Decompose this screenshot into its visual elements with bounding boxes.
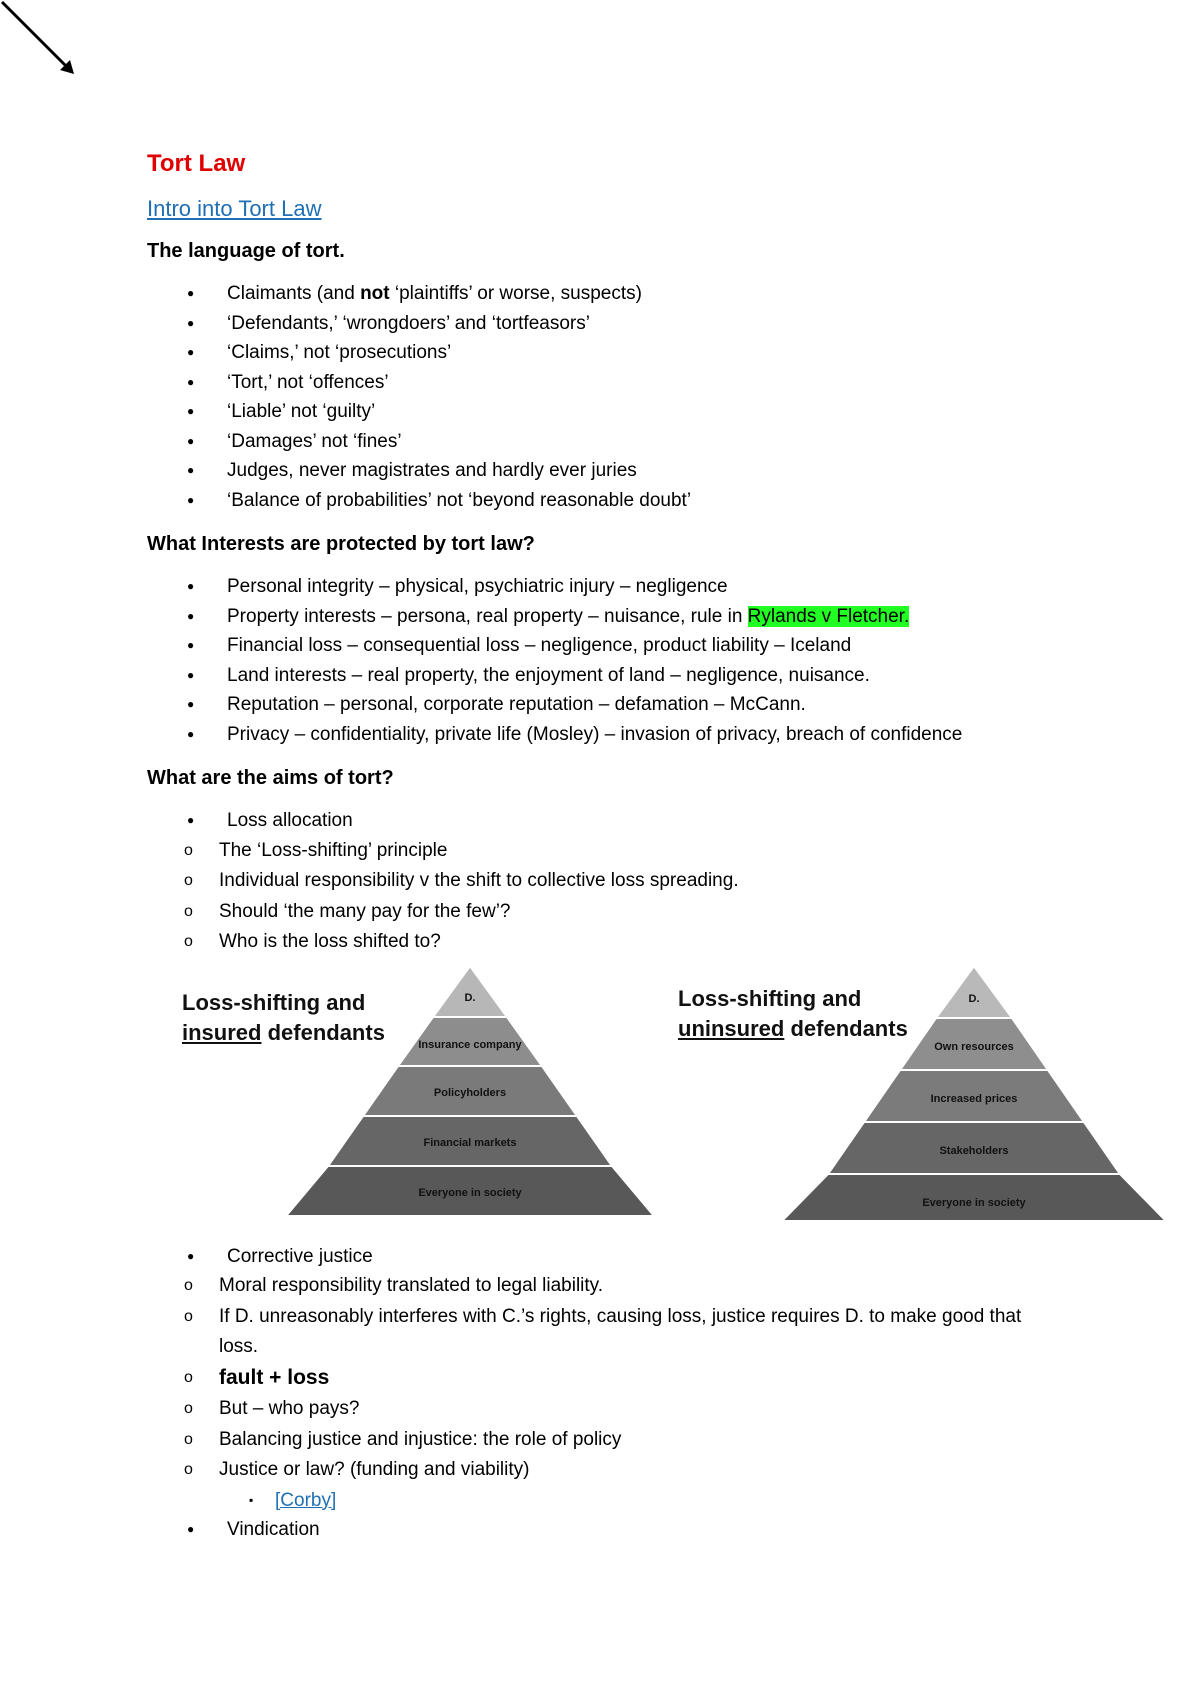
pyramid-label: Financial markets xyxy=(423,1136,517,1149)
pyramid-label: Increased prices xyxy=(930,1092,1018,1105)
arrow-icon xyxy=(0,0,90,90)
document-body xyxy=(147,150,1097,1563)
list-item: ● ‘Claims,’ not ‘prosecutions’ xyxy=(147,338,1097,368)
pyramid-label: Everyone in society xyxy=(418,1186,522,1199)
intro-link[interactable]: Intro into Tort Law xyxy=(147,196,322,221)
corby-sublist xyxy=(219,1486,1097,1516)
pyramid-label: Own resources xyxy=(934,1040,1014,1053)
pyramid-label: Policyholders xyxy=(433,1086,507,1099)
sublist-item: o If D. unreasonably interferes with C.’s rights, causing loss, justice requires D. to make good that loss. xyxy=(147,1302,1097,1363)
sublist-item: o fault + loss xyxy=(147,1363,1097,1395)
list-item: ● Corrective justice o Moral responsibility translated to legal liability. o If D. unreasonably interferes with C.’s rights, causing loss, justice requires D. to make good that loss. o fault + loss o But – who pays? o Balancing justice and injustice: the role of policy o Justice or law? (funding and viability) ▪ [Corby] xyxy=(147,1242,1097,1516)
uninsured-pyramid xyxy=(776,966,1172,1221)
heading-interests: What Interests are protected by tort law? xyxy=(147,533,535,555)
list-item: ● Privacy – confidentiality, private life (Mosley) – invasion of privacy, breach of confidence xyxy=(147,720,1097,750)
pyramid-label: Insurance company xyxy=(418,1038,522,1051)
corby-link[interactable]: [Corby] xyxy=(275,1489,337,1511)
pyramid-label: D. xyxy=(464,991,476,1004)
highlighted-case: Rylands v Fletcher. xyxy=(747,605,910,627)
language-list xyxy=(147,279,1097,515)
pyramid-label: D. xyxy=(968,992,980,1005)
list-item: ● Reputation – personal, corporate reputation – defamation – McCann. xyxy=(147,690,1097,720)
insured-pyramid-title: Loss-shifting and insured defendants xyxy=(182,989,385,1045)
pyramid-label: Stakeholders xyxy=(939,1144,1009,1157)
sublist-item: o Who is the loss shifted to? xyxy=(147,927,1097,958)
sublist-item: o Justice or law? (funding and viability) ▪ [Corby] xyxy=(147,1455,1097,1515)
sublist-item: o The ‘Loss-shifting’ principle xyxy=(147,836,1097,867)
aims-list xyxy=(147,806,1097,958)
loss-allocation-sublist xyxy=(147,836,1097,958)
corby-item xyxy=(219,1486,1097,1516)
list-item: ● Personal integrity – physical, psychiatric injury – negligence xyxy=(147,572,1097,602)
insured-pyramid xyxy=(280,966,660,1216)
list-item: ● ‘Liable’ not ‘guilty’ xyxy=(147,397,1097,427)
list-item: ● Claimants (and not ‘plaintiffs’ or worse, suspects) xyxy=(147,279,1097,309)
pyramid-label: Everyone in society xyxy=(922,1196,1026,1209)
list-item: ● Judges, never magistrates and hardly ever juries xyxy=(147,456,1097,486)
list-item: ● Vindication xyxy=(147,1515,1097,1545)
list-item: ● Land interests – real property, the enjoyment of land – negligence, nuisance. xyxy=(147,661,1097,691)
uninsured-pyramid-title: Loss-shifting and uninsured defendants xyxy=(678,985,908,1041)
heading-aims: What are the aims of tort? xyxy=(147,767,394,789)
heading-language: The language of tort. xyxy=(147,240,345,262)
sublist-item: o Should ‘the many pay for the few’? xyxy=(147,897,1097,928)
pyramid-figures xyxy=(0,966,1200,1238)
list-item: ● Property interests – persona, real property – nuisance, rule in Rylands v Fletcher. xyxy=(147,602,1097,632)
list-item: ● ‘Tort,’ not ‘offences’ xyxy=(147,368,1097,398)
list-item: ● ‘Balance of probabilities’ not ‘beyond reasonable doubt’ xyxy=(147,486,1097,516)
sublist-item: o Moral responsibility translated to legal liability. xyxy=(147,1271,1097,1302)
list-item: ● Loss allocation o The ‘Loss-shifting’ principle o Individual responsibility v the shift to collective loss spreading. o Should ‘the many pay for the few’? o Who is the loss shifted to? xyxy=(147,806,1097,958)
list-item: ● Financial loss – consequential loss – negligence, product liability – Iceland xyxy=(147,631,1097,661)
sublist-item: o Balancing justice and injustice: the role of policy xyxy=(147,1425,1097,1456)
page-title: Tort Law xyxy=(147,150,246,177)
sublist-item: o Individual responsibility v the shift to collective loss spreading. xyxy=(147,866,1097,897)
pyramid-level-1 xyxy=(936,966,1012,1018)
list-item: ● ‘Defendants,’ ‘wrongdoers’ and ‘tortfeasors’ xyxy=(147,309,1097,339)
list-item: ● ‘Damages’ not ‘fines’ xyxy=(147,427,1097,457)
aims-list-continued xyxy=(147,1242,1097,1545)
sublist-item: o But – who pays? xyxy=(147,1394,1097,1425)
corrective-sublist xyxy=(147,1271,1097,1515)
interests-list xyxy=(147,572,1097,749)
